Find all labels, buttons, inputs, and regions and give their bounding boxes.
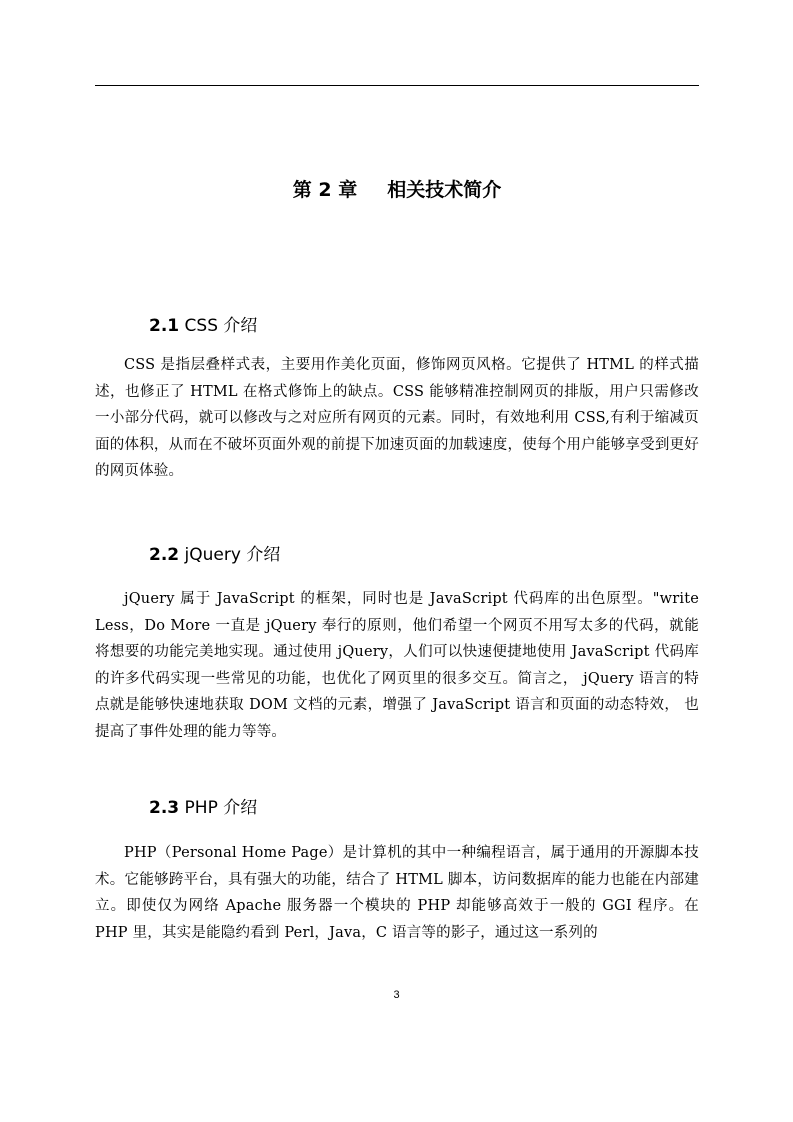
section-number: 2.2	[149, 545, 180, 565]
chapter-title	[95, 176, 699, 204]
section-heading-css	[149, 314, 257, 338]
section-number: 2.1	[149, 316, 180, 336]
chapter-name: 相关技术简介	[387, 179, 502, 201]
section-heading-php	[149, 796, 257, 820]
section-body-jquery: jQuery 属于 JavaScript 的框架，同时也是 JavaScript 代码库的出色原型。"write Less，Do More 一直是 jQuery 奉行的原则，他们希望一个网页不用写太多的代码，就能将想要的功能完美地实现。通过使用 jQuery，人们可以快速便捷地使用 JavaScript 代码库的许多代码实现一些常见的功能，也优化了网页里的很多交互。简言之， jQuery 语言的特点就是能够快速地获取 DOM 文档的元素，增强了 JavaScript 语言和页面的动态特效， 也提高了事件处理的能力等等。	[95, 591, 699, 740]
section-title: PHP 介绍	[184, 798, 258, 818]
header-rule	[95, 85, 699, 86]
section-number: 2.3	[149, 798, 180, 818]
section-body-php: PHP（Personal Home Page）是计算机的其中一种编程语言，属于通用的开源脚本技术。它能够跨平台，具有强大的功能，结合了 HTML 脚本，访问数据库的能力也能在内部建立。即使仅为网络 Apache 服务器一个模块的 PHP 却能够高效于一般的 GGI 程序。在 PHP 里，其实是能隐约看到 Perl，Java，C 语言等的影子，通过这一系列的	[95, 845, 699, 941]
page-number: 3	[393, 989, 400, 1001]
section-body-css: CSS 是指层叠样式表，主要用作美化页面，修饰网页风格。它提供了 HTML 的样式描述，也修正了 HTML 在格式修饰上的缺点。CSS 能够精准控制网页的排版，用户只需修改一小部分代码，就可以修改与之对应所有网页的元素。同时，有效地利用 CSS,有利于缩减页面的体积，从而在不破坏页面外观的前提下加速页面的加载速度，使每个用户能够享受到更好的网页体验。	[95, 357, 699, 479]
section-title: jQuery 介绍	[184, 545, 281, 565]
section-heading-jquery	[149, 543, 280, 567]
section-title: CSS 介绍	[184, 316, 258, 336]
chapter-number: 第 2 章	[292, 179, 358, 201]
